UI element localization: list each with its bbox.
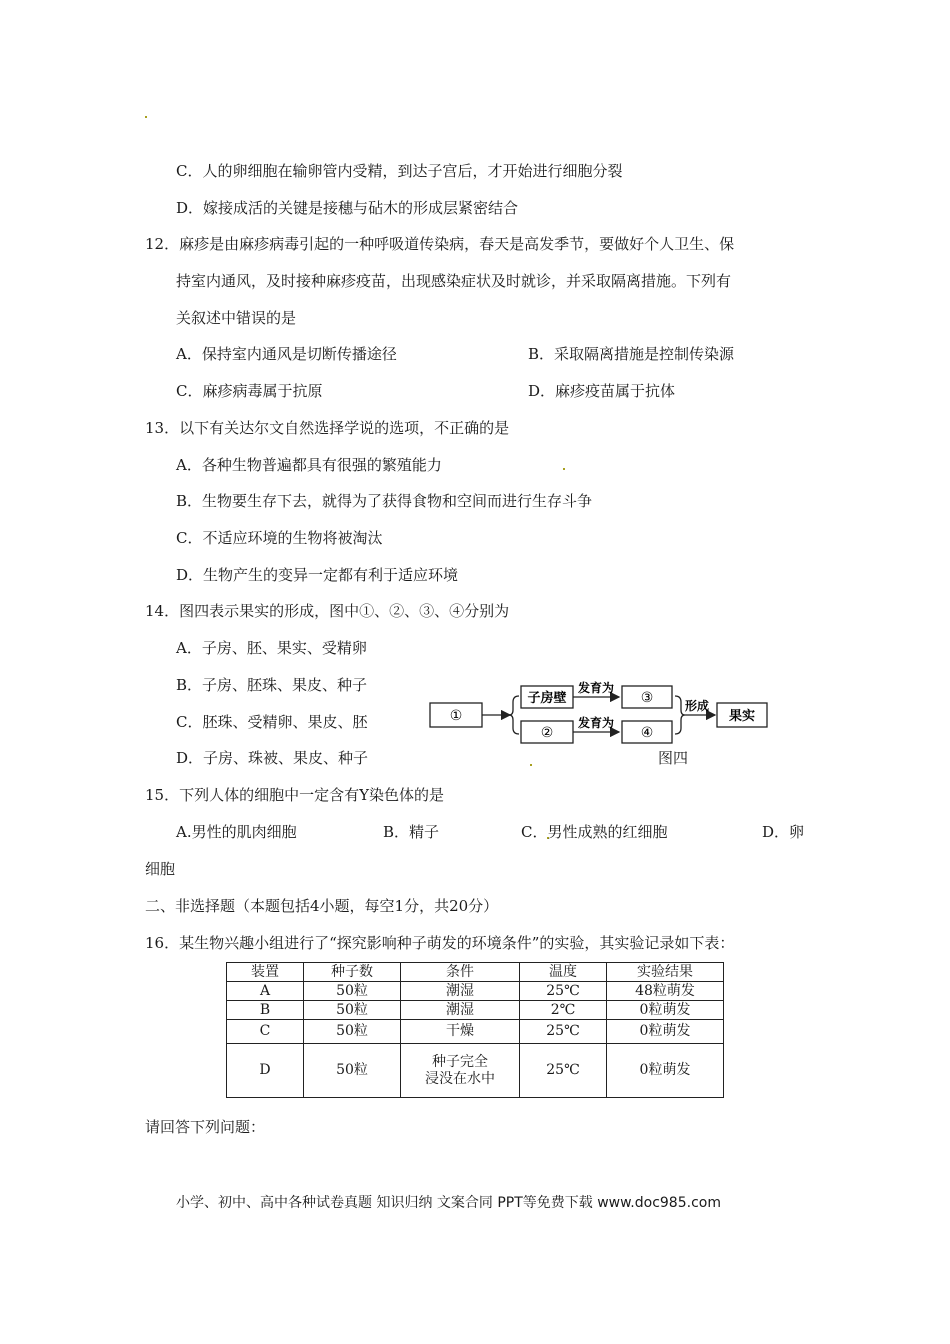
q13-option-a: A．各种生物普遍都具有很强的繁殖能力 bbox=[176, 456, 442, 474]
table-header-row bbox=[227, 963, 724, 982]
q16-prompt: 请回答下列问题： bbox=[145, 1118, 266, 1136]
diagram-develop-label-2: 发育为 bbox=[577, 716, 615, 730]
table-header: 条件 bbox=[401, 963, 520, 982]
table-row bbox=[227, 1020, 724, 1044]
table-cell: 48粒萌发 bbox=[607, 982, 724, 1001]
table-cell: 干燥 bbox=[401, 1020, 520, 1044]
q14-option-d: D．子房、珠被、果皮、种子 bbox=[176, 749, 369, 767]
table-cell: 0粒萌发 bbox=[607, 1044, 724, 1098]
table-cell: 2℃ bbox=[520, 1001, 607, 1020]
q15-option-d: D．卵 bbox=[762, 823, 805, 841]
q11-option-d: D．嫁接成活的关键是接穗与砧木的形成层紧密结合 bbox=[176, 199, 519, 217]
table-row bbox=[227, 1001, 724, 1020]
diagram-box-2-label: ② bbox=[540, 725, 554, 741]
stray-dot bbox=[145, 116, 147, 118]
q14-option-c: C．胚珠、受精卵、果皮、胚 bbox=[176, 713, 368, 731]
table-row bbox=[227, 1044, 724, 1098]
stray-dot bbox=[563, 468, 565, 470]
q13-option-b: B．生物要生存下去，就得为了获得食物和空间而进行生存斗争 bbox=[176, 492, 593, 510]
table-cell: A bbox=[227, 982, 304, 1001]
table-cell: 种子完全 浸没在水中 bbox=[401, 1044, 520, 1098]
q13-stem: 13．以下有关达尔文自然选择学说的选项，不正确的是 bbox=[145, 419, 510, 437]
experiment-table bbox=[226, 962, 724, 1098]
q11-option-c: C．人的卵细胞在输卵管内受精，到达子宫后，才开始进行细胞分裂 bbox=[176, 162, 623, 180]
diagram-box-fruit-label: 果实 bbox=[728, 709, 756, 724]
table-cell: 潮湿 bbox=[401, 982, 520, 1001]
section-heading: 二、非选择题（本题包括4小题，每空1分，共20分） bbox=[145, 897, 499, 915]
table-header: 种子数 bbox=[304, 963, 401, 982]
table-cell: 50粒 bbox=[304, 1001, 401, 1020]
table-cell: D bbox=[227, 1044, 304, 1098]
table-cell: 25℃ bbox=[520, 1044, 607, 1098]
q15-option-b: B．精子 bbox=[383, 823, 440, 841]
table-header: 装置 bbox=[227, 963, 304, 982]
table-cell: C bbox=[227, 1020, 304, 1044]
page-footer: 小学、初中、高中各种试卷真题 知识归纳 文案合同 PPT等免费下载 www.doc985.com bbox=[176, 1195, 721, 1211]
q14-option-a: A．子房、胚、果实、受精卵 bbox=[176, 639, 367, 657]
q12-stem-line3: 关叙述中错误的是 bbox=[176, 309, 297, 327]
q15-option-d-continued: 细胞 bbox=[145, 860, 176, 878]
q12-stem-line2: 持室内通风，及时接种麻疹疫苗，出现感染症状及时就诊，并采取隔离措施。下列有 bbox=[176, 272, 732, 290]
q15-stem: 15．下列人体的细胞中一定含有Y染色体的是 bbox=[145, 786, 444, 804]
diagram-box-ovary-wall-label: 子房壁 bbox=[527, 691, 567, 706]
q12-stem-line1: 12．麻疹是由麻疹病毒引起的一种呼吸道传染病，春天是高发季节，要做好个人卫生、保 bbox=[145, 235, 735, 253]
table-cell: 50粒 bbox=[304, 1044, 401, 1098]
q15-option-a: A.男性的肌肉细胞 bbox=[176, 823, 297, 841]
table-cell: 25℃ bbox=[520, 982, 607, 1001]
table-cell: 50粒 bbox=[304, 1020, 401, 1044]
diagram-caption: 图四 bbox=[658, 749, 689, 767]
diagram-develop-label-1: 发育为 bbox=[577, 681, 615, 695]
table-cell: 0粒萌发 bbox=[607, 1001, 724, 1020]
q13-option-d: D．生物产生的变异一定都有利于适应环境 bbox=[176, 566, 459, 584]
q13-option-c: C．不适应环境的生物将被淘汰 bbox=[176, 529, 383, 547]
q12-option-d: D．麻疹疫苗属于抗体 bbox=[528, 382, 676, 400]
q12-option-c: C．麻疹病毒属于抗原 bbox=[176, 382, 323, 400]
table-cell: 25℃ bbox=[520, 1020, 607, 1044]
table-header: 温度 bbox=[520, 963, 607, 982]
q16-stem: 16．某生物兴趣小组进行了“探究影响种子萌发的环境条件”的实验，其实验记录如下表： bbox=[145, 934, 735, 952]
diagram-form-label: 形成 bbox=[684, 699, 710, 713]
table-row bbox=[227, 982, 724, 1001]
q12-option-a: A．保持室内通风是切断传播途径 bbox=[176, 345, 397, 363]
diagram-box-3-label: ③ bbox=[640, 690, 654, 706]
q14-option-b: B．子房、胚珠、果皮、种子 bbox=[176, 676, 368, 694]
q12-option-b: B．采取隔离措施是控制传染源 bbox=[528, 345, 735, 363]
table-cell: 0粒萌发 bbox=[607, 1020, 724, 1044]
table-header: 实验结果 bbox=[607, 963, 724, 982]
diagram-box-4-label: ④ bbox=[640, 725, 654, 741]
q14-stem: 14．图四表示果实的形成，图中①、②、③、④分别为 bbox=[145, 602, 510, 620]
table-cell: 潮湿 bbox=[401, 1001, 520, 1020]
fruit-formation-diagram bbox=[425, 670, 775, 780]
table-cell: 50粒 bbox=[304, 982, 401, 1001]
table-cell: B bbox=[227, 1001, 304, 1020]
diagram-box-1-label: ① bbox=[449, 708, 463, 724]
q15-option-c: C．男性成熟的红细胞 bbox=[521, 823, 668, 841]
